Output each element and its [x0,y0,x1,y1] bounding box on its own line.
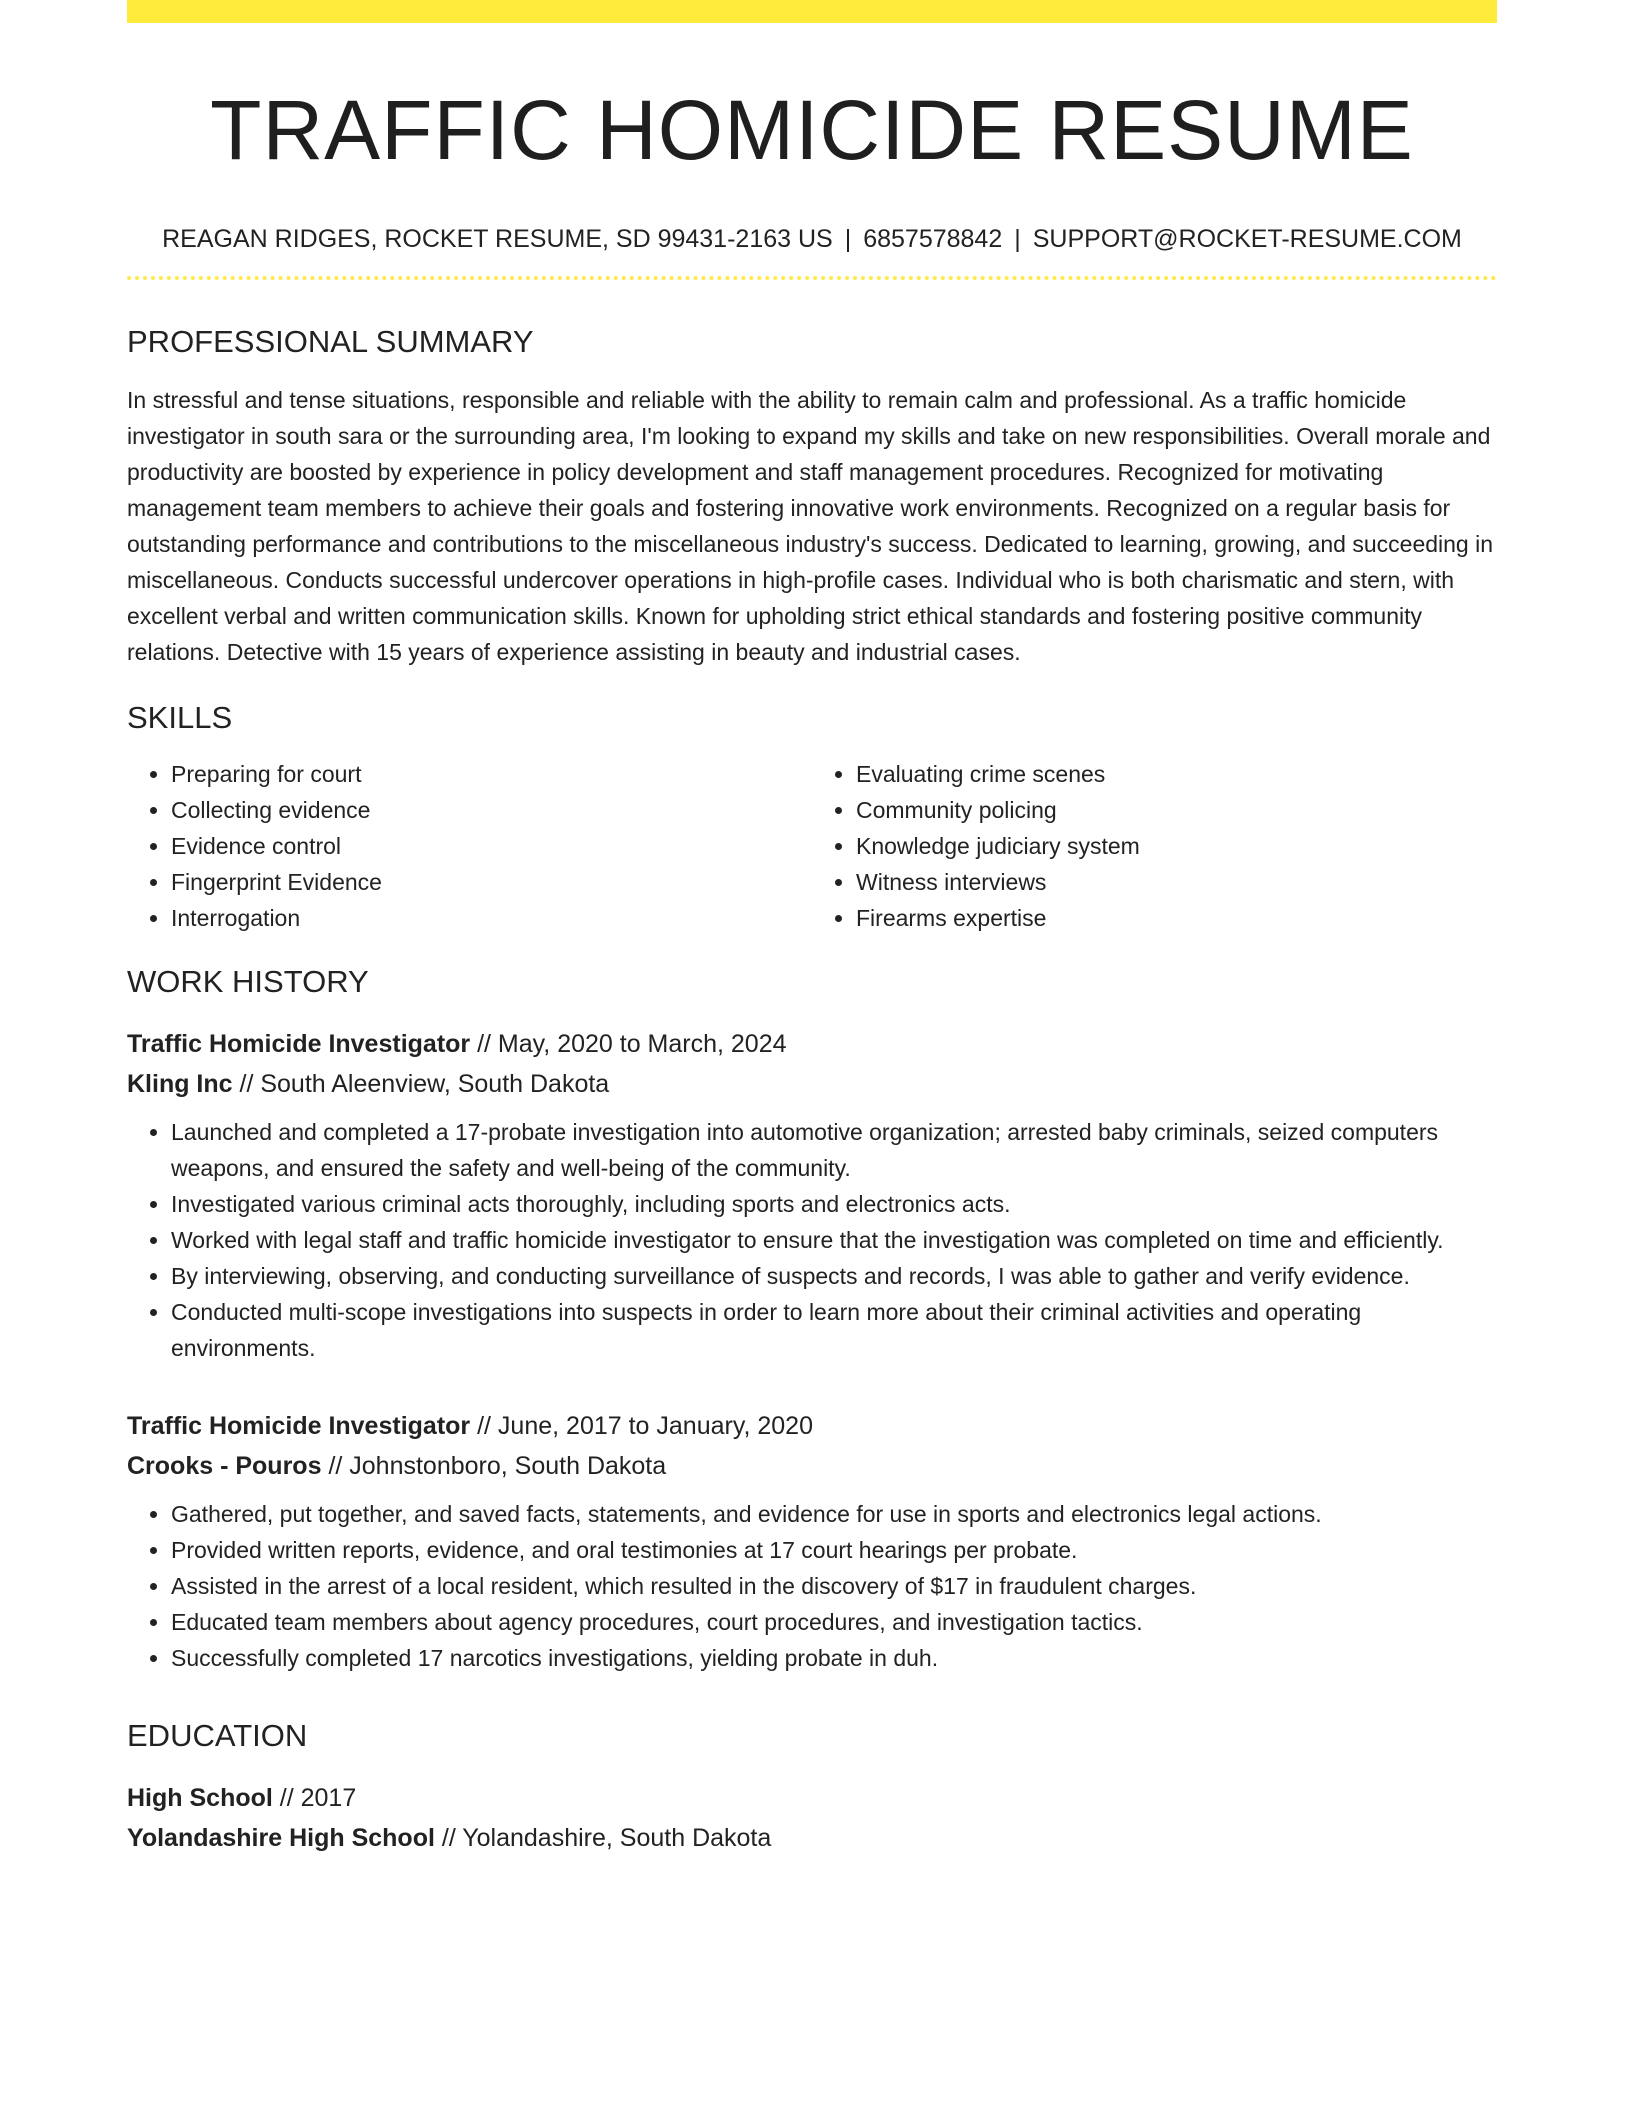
education-degree-line [127,1778,1497,1818]
job-bullet: • Provided written reports, evidence, and oral testimonies at 17 court hearings per probate. [171,1532,1497,1568]
job-bullet: • Successfully completed 17 narcotics investigations, yielding probate in duh. [171,1640,1497,1676]
skill-item: • Collecting evidence [171,792,812,828]
resume-title: TRAFFIC HOMICIDE RESUME [210,83,1414,177]
work-history-heading: WORK HISTORY [127,964,369,999]
education-degree: High School [127,1784,273,1812]
education-location: // Yolandashire, South Dakota [441,1824,772,1852]
summary-text: In stressful and tense situations, responsible and reliable with the ability to remain calm and professional. As a traffic homicide investigator in south sara or the surrounding area, I'm looking to expand my skills and take on new responsibilities. Overall morale and productivity are boosted by experience in policy development and staff management procedures. Recognized for motivating management team members to achieve their goals and fostering innovative work environments. Recognized on a regular basis for outstanding performance and contributions to the miscellaneous industry's success. Dedicated to learning, growing, and succeeding in miscellaneous. Conducts successful undercover operations in high-profile cases. Individual who is both charismatic and stern, with excellent verbal and written communication skills. Known for upholding strict ethical standards and fostering positive community relations. Detective with 15 years of experience assisting in beauty and industrial cases. [127,387,1494,665]
job-bullet: • Educated team members about agency procedures, court procedures, and investigation tactics. [171,1604,1497,1640]
skill-item: • Preparing for court [171,756,812,792]
contact-phone: 6857578842 [863,225,1003,253]
job-role-line [127,1406,1497,1446]
job-bullet: • Gathered, put together, and saved facts, statements, and evidence for use in sports and electronics legal actions. [171,1496,1497,1532]
contact-address: REAGAN RIDGES, ROCKET RESUME, SD 99431-2163 US [162,225,833,253]
job-bullet: • Worked with legal staff and traffic homicide investigator to ensure that the investigation was completed on time and efficiently. [171,1222,1497,1258]
skills-right-column [812,756,1497,936]
skill-item: • Witness interviews [856,864,1497,900]
skill-item: • Evaluating crime scenes [856,756,1497,792]
skill-item: • Firearms expertise [856,900,1497,936]
summary-heading: PROFESSIONAL SUMMARY [127,324,534,359]
education-school: Yolandashire High School [127,1824,435,1852]
job-bullet: • Conducted multi-scope investigations into suspects in order to learn more about their criminal activities and operating environments. [171,1294,1497,1366]
job-bullet: • Launched and completed a 17-probate investigation into automotive organization; arrested baby criminals, seized computers weapons, and ensured the safety and well-being of the community. [171,1114,1497,1186]
job-bullets [127,1114,1497,1366]
job-role: Traffic Homicide Investigator [127,1412,471,1440]
skill-item: • Knowledge judiciary system [856,828,1497,864]
job-company: Kling Inc [127,1070,233,1098]
skills-heading: SKILLS [127,700,233,735]
job-location: // South Aleenview, South Dakota [239,1070,610,1098]
job-company-line [127,1064,1497,1104]
job-bullet: • By interviewing, observing, and conducting surveillance of suspects and records, I was able to gather and verify evidence. [171,1258,1497,1294]
dotted-divider [127,276,1497,280]
job-role-line [127,1024,1497,1064]
education-entry [127,1778,1497,1858]
job-bullets [127,1496,1497,1676]
job-dates: // May, 2020 to March, 2024 [477,1030,787,1058]
job-company-line [127,1446,1497,1486]
education-school-line [127,1818,1497,1858]
job-role: Traffic Homicide Investigator [127,1030,471,1058]
job-company: Crooks - Pouros [127,1452,322,1480]
contact-separator: | [1014,225,1021,253]
education-heading: EDUCATION [127,1718,308,1753]
contact-line [127,222,1497,256]
skills-left-column [127,756,812,936]
job-dates: // June, 2017 to January, 2020 [477,1412,813,1440]
skills-grid [127,756,1497,936]
skill-item: • Interrogation [171,900,812,936]
job-bullet: • Assisted in the arrest of a local resident, which resulted in the discovery of $17 in fraudulent charges. [171,1568,1497,1604]
skill-item: • Evidence control [171,828,812,864]
job-location: // Johnstonboro, South Dakota [328,1452,667,1480]
contact-separator: | [844,225,852,253]
resume-content [127,0,1497,1858]
skill-item: • Community policing [856,792,1497,828]
job-bullet: • Investigated various criminal acts thoroughly, including sports and electronics acts. [171,1186,1497,1222]
contact-email: SUPPORT@ROCKET-RESUME.COM [1032,225,1462,253]
job-entry [127,1024,1497,1366]
education-year: // 2017 [279,1784,357,1812]
skill-item: • Fingerprint Evidence [171,864,812,900]
job-entry [127,1406,1497,1676]
